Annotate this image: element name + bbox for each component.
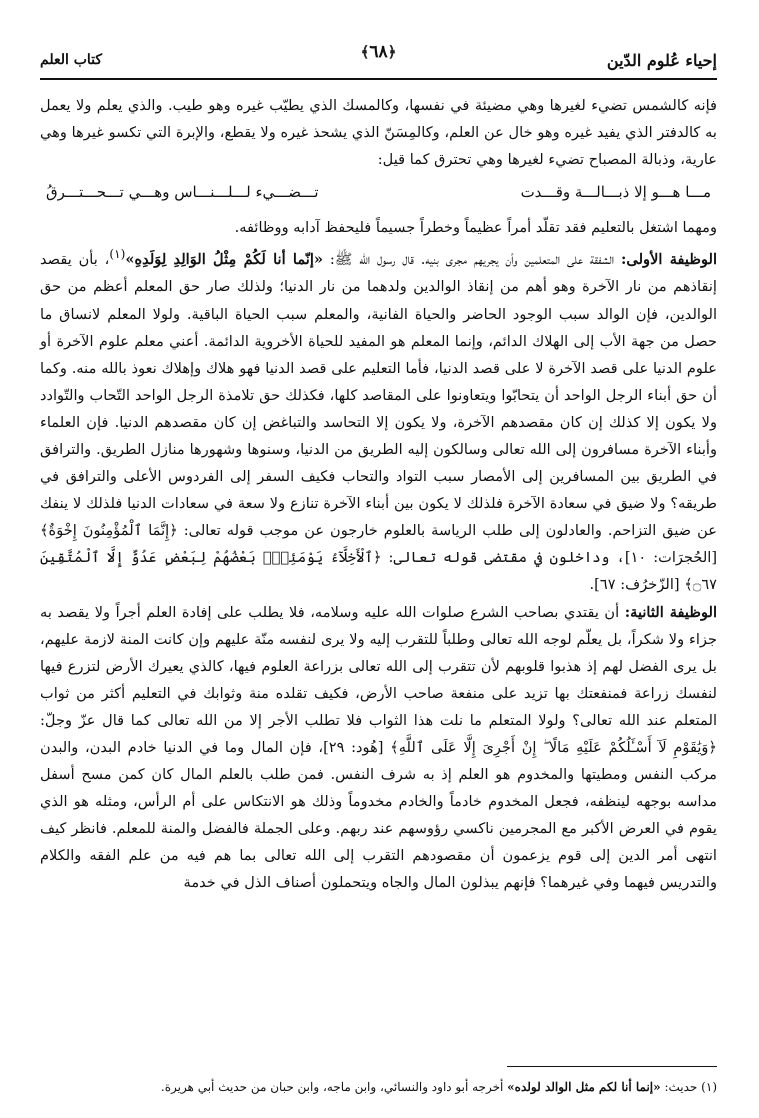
paragraph-3 xyxy=(40,241,717,598)
paragraph-3-text: ، بأن يقصد إنقاذهم من نار الآخرة وهو أهم من إنقاذ الوالدين ولدهما من نار الدنيا؛ ولذلك صار حق المعلم أعظم من حق الوالدين، فإن الوالد سبب الوجود الحاضر والحياة الفانية، والمعلم سبب الحياة الباقية. ولولا المعلم لانساق ما حصل من جهة الأب إلى الهلاك الدائم، وإنما المعلم هو المفيد للحياة الأخروية الدائمة. أعني معلم علوم الآخرة أو علوم الدنيا على قصد الآخرة لا على قصد الدنيا، فأما التعليم على قصد الدنيا فهو هلاك وإهلاك نعوذ بالله منه. وكما أن حق أبناء الرجل الواحد أن يتحابّوا ويتعاونوا على المقاصد كلها، فكذلك حق تلامذة الرجل الواحد التّحاب والتّوادد ولا يكون إلا كذلك إن كان مقصدهم الآخرة، ولا يكون إلا التحاسد والتباغض إن كان مقصدهم الدنيا. فإن العلماء وأبناء الآخرة مسافرون إلى الله تعالى وسالكون إليه الطريق من الدنيا، وسنوها وشهورها منازل الطريق. والترافق في الطريق بين المسافرين إلى الأمصار سبب التواد والتحاب فكيف السفر إلى الفردوس الأعلى والترافق في طريقه؟ ولا ضيق في سعادة الآخرة فلذلك لا يكون بين أبناء الآخرة تنازع ولا سعة في سعادات الدنيا فلذلك لا ينفك عن ضيق التزاحم. والعادلون إلى طلب الرياسة بالعلوم خارجون عن موجب قوله تعالى: ﴿إِنَّمَا ٱلْمُؤْمِنُونَ إِخْوَةٌ﴾ [الحُجرَات: ١٠]، وداخلون في مقتضى قوله تعالى: ﴿ٱلْأَخِلَّآءُ يَوْمَئِذٍۭ بَعْضُهُمْ لِبَعْضٍ عَدُوٌّ إِلَّا ٱلْمُتَّقِينَ ۝٦٧﴾ [الزّخرُف: ٦٧]. xyxy=(40,251,718,594)
paragraph-1: فإنه كالشمس تضيء لغيرها وهي مضيئة في نفسها، وكالمسك الذي يطيّب غيره وهو طيب. والذي يعلم ولا يعمل به كالدفتر الذي يفيد غيره وهو خال عن العلم، وكالمِسَنّ الذي يشحذ غيره ولا يقطع، والإبرة التي تكسو غيرها وهي عارية، وذبالة المصباح تضيء لغيرها وهي تحترق كما قيل: xyxy=(40,97,717,169)
paragraph-2: ومهما اشتغل بالتعليم فقد تقلّد أمراً عظيماً وخطراً جسيماً فليحفظ آدابه ووظائفه. xyxy=(234,219,717,237)
right-ornament-icon: ﴾ xyxy=(360,43,370,61)
paragraph-3-intro: الشفقة على المتعلمين وأن يجريهم مجرى بنيه. قال رسول الله ﷺ: xyxy=(323,251,622,269)
paragraph-4 xyxy=(40,599,717,897)
hadith-quote: «إنّما أنا لَكُمْ مِثْلُ الوَالِدِ لِوَلَدِهِ» xyxy=(125,251,324,269)
paragraph-4-text: أن يقتدي بصاحب الشرع صلوات الله عليه وسلامه، فلا يطلب على إفادة العلم أجراً ولا يقصد به جزاء ولا شكراً، بل يعلّم لوجه الله تعالى وطلباً للتقرب إليه ولا يرى لنفسه منّة عليهم وإن كانت المنة لازمة عليهم، بل يرى الفضل لهم إذ هذبوا قلوبهم لأن تتقرب إلى الله تعالى بزراعة العلوم فيها، كالذي يعيرك الأرض لتزرع فيها لنفسك زراعة فمنفعتك بها تزيد على منفعة صاحب الأرض، فكيف تقلده منة وثوابك في التعليم أكثر من ثواب المتعلم عند الله تعالى؟ ولولا المتعلم ما نلت هذا الثواب فلا تطلب الأجر إلا من الله تعالى كما قال عزّ وجلّ: ﴿وَيَٰقَوْمِ لَآ أَسْـَٔلُكُمْ عَلَيْهِ مَالًا ۖ إِنْ أَجْرِىَ إِلَّا عَلَى ٱللَّهِ﴾ [هُود: ٢٩]، فإن المال وما في الدنيا خادم البدن، والبدن مركب النفس ومطيتها والمخدوم هو العلم إذ به شرف النفس. فمن طلب بالعلم المال كان كمن مسح أسفل مداسه بوجهه لينظفه، فجعل المخدوم خادماً والخادم مخدوماً وذلك هو الانتكاس على أم الرأس، ومثله هو الذي يقوم في العرض الأكبر مع المجرمين ناكسي رؤوسهم عند ربهم. وعلى الجملة فالفضل والمنة للمعلم. فانظر كيف انتهى أمر الدين إلى قوم يزعمون أن مقصودهم التقرب إلى الله تعالى بما هم فيه من علم الفقه والكلام والتدريس فيهما وفي غيرهما؟ فإنهم يبذلون المال والجاه ويتحملون أصناف الذل في خدمة xyxy=(40,603,717,892)
poetry-verse xyxy=(40,179,717,206)
first-duty-heading: الوظيفة الأولى: xyxy=(621,251,717,269)
footnote-quote: «إنما أنا لكم مثل الوالد لولده» xyxy=(507,1080,661,1094)
footnote-text: أخرجه أبو داود والنسائي، وابن ماجه، وابن حبان من حديث أبي هريرة. xyxy=(160,1080,508,1094)
page-header xyxy=(40,42,717,80)
footnotes xyxy=(40,1078,717,1096)
verse-first-hemistich: مـــا هـــو إلا ذبـــالـــة وقـــدت xyxy=(520,183,711,202)
book-title: إحياء عُلوم الدّين xyxy=(606,50,717,70)
second-duty-heading: الوظيفة الثانية: xyxy=(624,603,717,621)
section-title: كتاب العلم xyxy=(40,52,103,68)
footnote-divider xyxy=(507,1066,717,1067)
page-number: ٦٨ xyxy=(369,42,388,62)
left-ornament-icon: ﴿ xyxy=(387,43,397,61)
main-text xyxy=(40,92,717,897)
verse-second-hemistich: تـــضـــيء لـــلـــنـــاس وهـــي تـــحـــتـــرقُ xyxy=(46,183,319,202)
page-number-block xyxy=(361,42,397,62)
footnote-ref[interactable]: (١) xyxy=(109,247,126,262)
footnote-marker: (١) xyxy=(701,1080,717,1094)
footnote-prefix: حديث: xyxy=(660,1080,698,1094)
